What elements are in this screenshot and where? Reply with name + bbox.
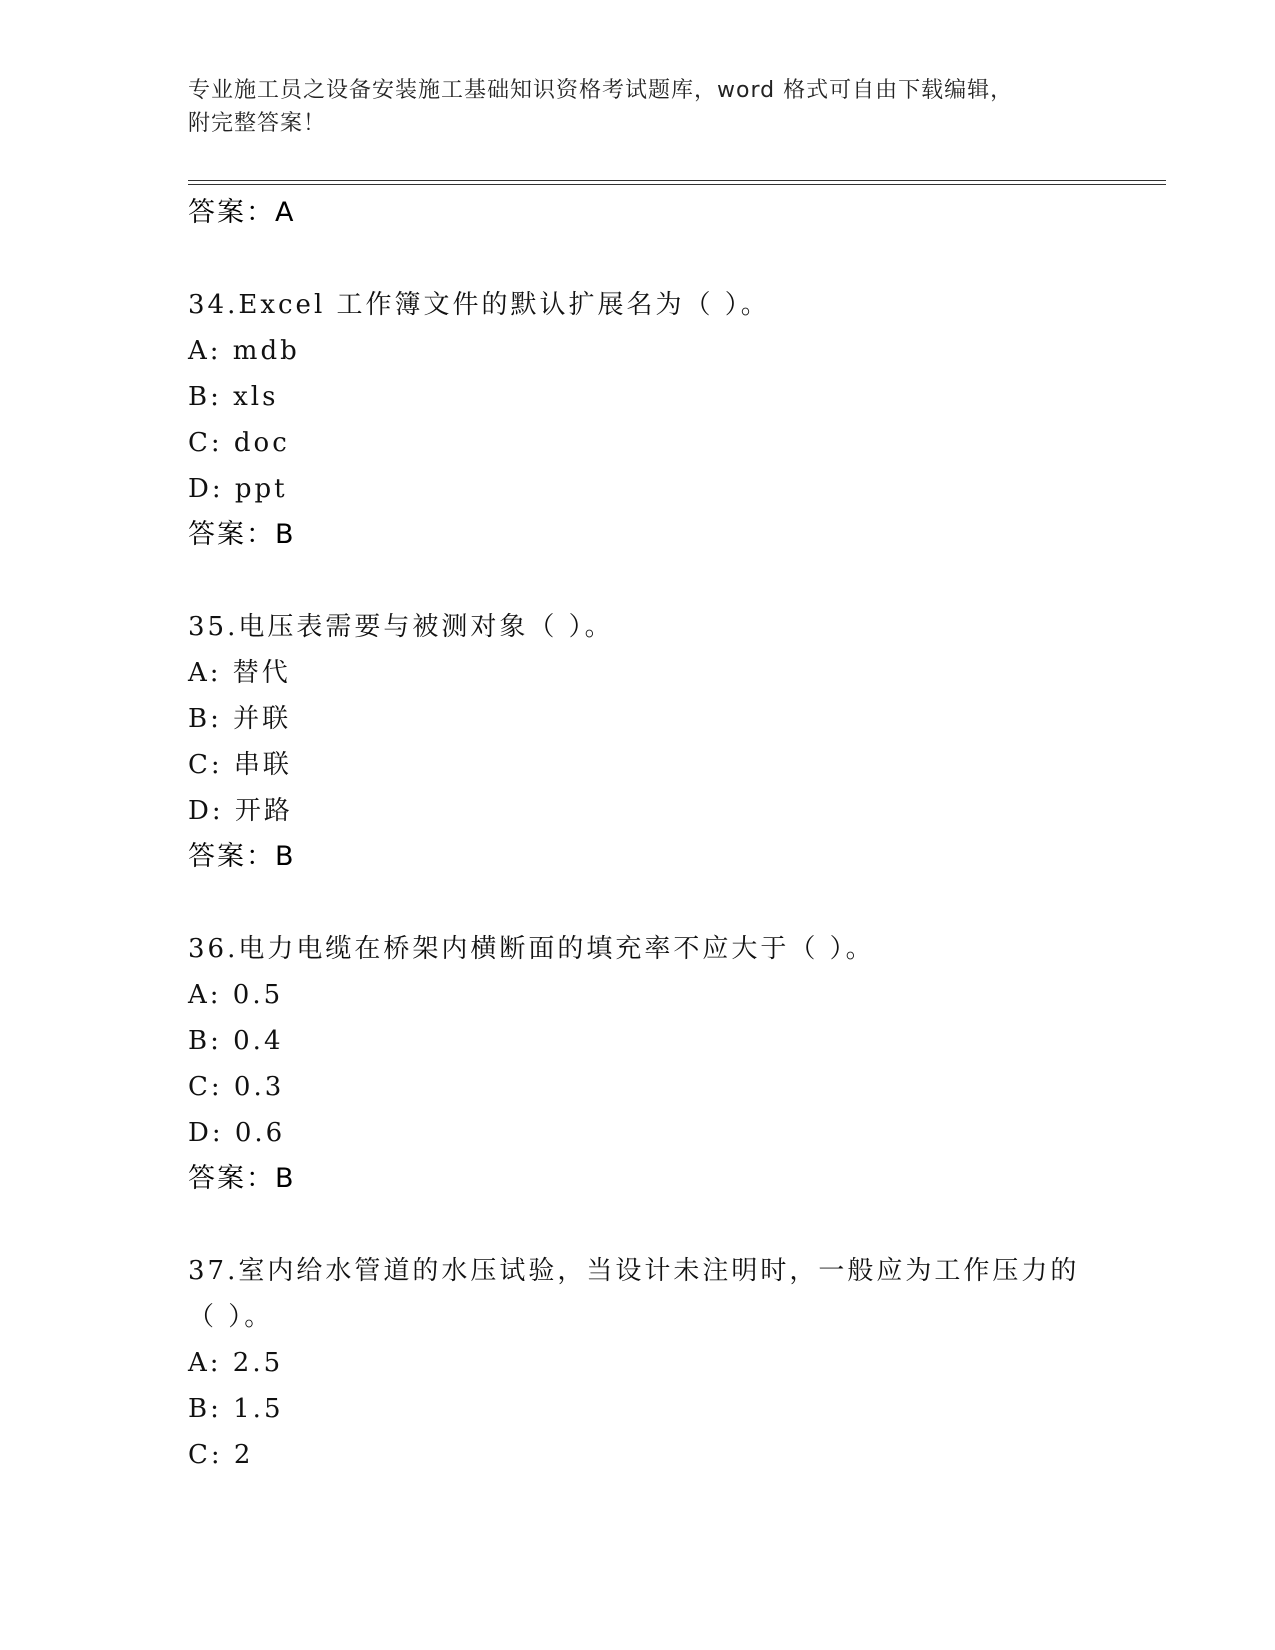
option-a: A: 替代	[188, 658, 291, 688]
question-stem-line-1: 37.室内给水管道的水压试验，当设计未注明时，一般应为工作压力的	[188, 1256, 1080, 1286]
question-stem: 34.Excel 工作簿文件的默认扩展名为（ ）。	[188, 290, 770, 320]
option-b: B: 0.4	[188, 1026, 284, 1056]
answer-line: 答案：B	[188, 519, 296, 550]
option-d: D: ppt	[188, 474, 288, 504]
question-list	[188, 190, 1088, 1478]
document-header	[188, 74, 1068, 140]
option-a: A: mdb	[188, 336, 300, 366]
question-stem-line-2: （ ）。	[188, 1302, 274, 1332]
answer-line: 答案：B	[188, 841, 296, 872]
spacer	[188, 880, 1088, 926]
question-36	[188, 926, 1088, 1202]
question-stem: 36.电力电缆在桥架内横断面的填充率不应大于（ ）。	[188, 934, 875, 964]
spacer	[188, 1202, 1088, 1248]
question-37	[188, 1248, 1088, 1478]
option-d: D: 开路	[188, 796, 293, 826]
spacer	[188, 236, 1088, 282]
answer-line: 答案：A	[188, 197, 296, 228]
header-line-1: 专业施工员之设备安装施工基础知识资格考试题库，word 格式可自由下载编辑，	[188, 78, 1014, 103]
header-rule-bottom	[188, 184, 1166, 185]
option-c: C: 串联	[188, 750, 292, 780]
option-b: B: 并联	[188, 704, 292, 734]
header-line-2: 附完整答案！	[188, 111, 327, 136]
option-a: A: 0.5	[188, 980, 284, 1010]
option-d: D: 0.6	[188, 1118, 286, 1148]
option-c: C: 0.3	[188, 1072, 285, 1102]
option-a: A: 2.5	[188, 1348, 284, 1378]
header-rule-top	[188, 180, 1166, 181]
option-c: C: doc	[188, 428, 290, 458]
option-b: B: xls	[188, 382, 279, 412]
option-c: C: 2	[188, 1440, 254, 1470]
question-34	[188, 282, 1088, 558]
answer-line: 答案：B	[188, 1163, 296, 1194]
option-b: B: 1.5	[188, 1394, 284, 1424]
question-35	[188, 604, 1088, 880]
spacer	[188, 558, 1088, 604]
question-stem: 35.电压表需要与被测对象（ ）。	[188, 612, 614, 642]
